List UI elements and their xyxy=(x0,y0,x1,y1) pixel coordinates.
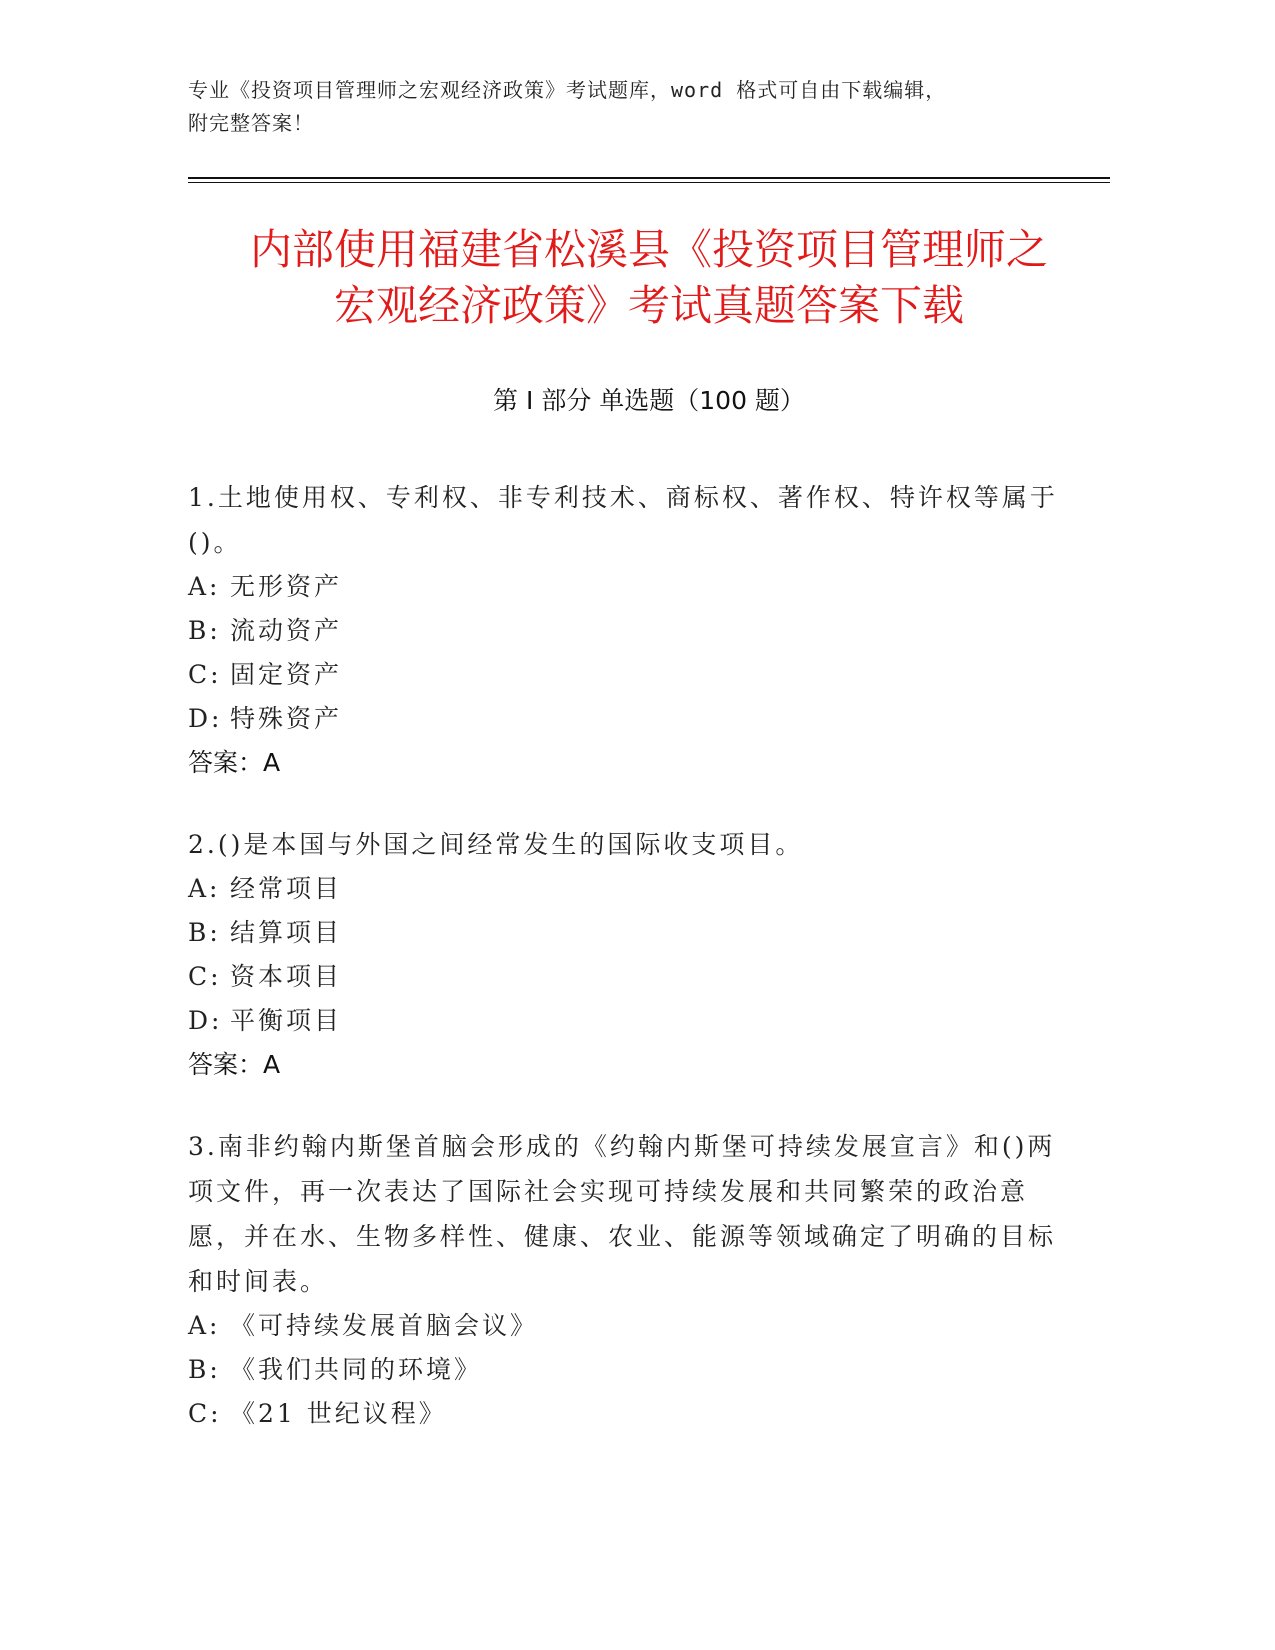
header-note xyxy=(188,74,1088,140)
document-title-line-1: 内部使用福建省松溪县《投资项目管理师之 xyxy=(249,225,1048,274)
option-text: 无形资产 xyxy=(230,572,343,601)
option-letter: C: xyxy=(188,962,222,991)
option-letter: C: xyxy=(188,1399,222,1428)
question-stem: 1.土地使用权、专利权、非专利技术、商标权、著作权、特许权等属于()。 xyxy=(188,483,1058,557)
option-d xyxy=(188,999,1068,1043)
option-letter: A: xyxy=(188,874,221,903)
header-note-line-1: 专业《投资项目管理师之宏观经济政策》考试题库，word 格式可自由下载编辑， xyxy=(188,78,947,102)
option-b xyxy=(188,609,1068,653)
header-divider-thick xyxy=(188,177,1110,179)
question-3 xyxy=(188,1124,1068,1436)
option-text: 《可持续发展首脑会议》 xyxy=(230,1311,539,1340)
option-letter: D: xyxy=(188,1006,223,1035)
option-c xyxy=(188,955,1068,999)
option-letter: B: xyxy=(188,918,221,947)
option-text: 流动资产 xyxy=(230,616,343,645)
document-title-line-2: 宏观经济政策》考试真题答案下载 xyxy=(333,281,964,330)
option-text: 经常项目 xyxy=(230,874,343,903)
option-b xyxy=(188,1348,1068,1392)
option-text: 资本项目 xyxy=(230,962,343,991)
option-text: 固定资产 xyxy=(230,660,343,689)
question-list xyxy=(188,475,1068,1473)
section-title: 第 I 部分 单选题（100 题） xyxy=(493,386,805,415)
header-note-line-2: 附完整答案！ xyxy=(188,111,314,135)
answer-line: 答案：A xyxy=(188,1050,281,1079)
option-letter: C: xyxy=(188,660,222,689)
question-stem: 2.()是本国与外国之间经常发生的国际收支项目。 xyxy=(188,830,804,859)
option-text: 《21 世纪议程》 xyxy=(230,1399,447,1428)
option-d xyxy=(188,697,1068,741)
option-text: 平衡项目 xyxy=(230,1006,343,1035)
option-c xyxy=(188,1392,1068,1436)
option-a xyxy=(188,565,1068,609)
question-stem: 3.南非约翰内斯堡首脑会形成的《约翰内斯堡可持续发展宣言》和()两项文件，再一次表达了国际社会实现可持续发展和共同繁荣的政治意愿，并在水、生物多样性、健康、农业、能源等领域确定了明确的目标和时间表。 xyxy=(188,1132,1057,1296)
option-text: 《我们共同的环境》 xyxy=(230,1355,483,1384)
option-letter: B: xyxy=(188,1355,221,1384)
document-title xyxy=(188,222,1110,334)
option-letter: B: xyxy=(188,616,221,645)
header-divider-thin xyxy=(188,182,1110,183)
answer-line: 答案：A xyxy=(188,748,281,777)
option-text: 结算项目 xyxy=(230,918,343,947)
option-letter: A: xyxy=(188,1311,221,1340)
option-a xyxy=(188,1304,1068,1348)
option-b xyxy=(188,911,1068,955)
option-a xyxy=(188,867,1068,911)
option-c xyxy=(188,653,1068,697)
option-letter: A: xyxy=(188,572,221,601)
option-text: 特殊资产 xyxy=(230,704,343,733)
option-letter: D: xyxy=(188,704,223,733)
question-1 xyxy=(188,475,1068,785)
question-2 xyxy=(188,822,1068,1087)
